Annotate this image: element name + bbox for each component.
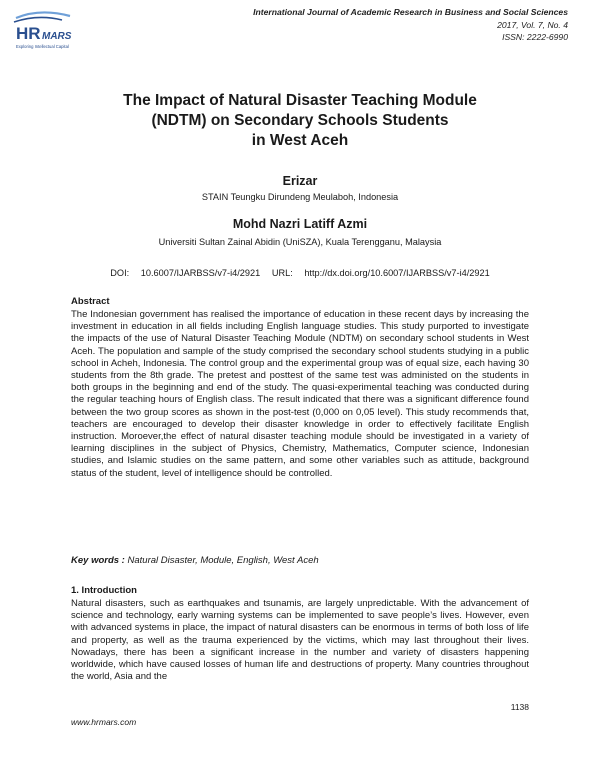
doi-value[interactable]: 10.6007/IJARBSS/v7-i4/2921 [140, 268, 261, 278]
footer-website[interactable]: www.hrmars.com [71, 717, 137, 727]
doi-line [0, 268, 600, 278]
keywords-text: Natural Disaster, Module, English, West Aceh [127, 555, 319, 566]
keywords-label: Key words : [71, 555, 125, 566]
abstract-heading: Abstract [71, 296, 110, 307]
abstract-text: The Indonesian government has realised the importance of education in these recent days by increasing the investment in education in all fields including English language studies. This study purported to investigate the impacts of the use of Natural Disaster Teaching Module (NDTM) on secondary school students in West Aceh. The population and sample of the study comprised the secondary school students studying in a public school in Acheh, Indonesia. The control group and the experimental group was of equal size, each having 30 students from the 8th grade. The pretest and posttest of the same test was administed on the students in both groups in the beginning and end of the study. The quasi-experimental teaching was conducted during the regular teaching hours of English class. The result indicated that there was a significant difference found between the two group scores as shown in the post-test (0,000 on 0,05 level). This study recommends that, teachers are encouraged to develop their disaster knowledge in order to effectively facilitate English instruction. Moroever,the effect of natural disaster teaching module should be investigated in a variety of learning disciplines in the subject of Physics, Chemistry, Mathematics, Computer science, Indonesian studies, and Islamic studies on the same pattern, and some other variables such as attitude, background status of the student, level of intelligence should be controlled. [71, 309, 529, 479]
journal-name: International Journal of Academic Research in Business and Social Sciences [253, 7, 568, 17]
title-line-2: (NDTM) on Secondary Schools Students [151, 112, 449, 129]
author-affiliation: STAIN Teungku Dirundeng Meulaboh, Indonesia [201, 192, 399, 202]
doi-label: DOI: [110, 268, 130, 278]
url-label: URL: [271, 268, 293, 278]
logo-tagline: Exploring Intellectual Capital [16, 44, 69, 49]
page-number: 1138 [510, 702, 529, 712]
introduction-heading: 1. Introduction [71, 585, 137, 596]
introduction-text: Natural disasters, such as earthquakes and tsunamis, are largely unpredictable. With the advancement of science and technology, early warning systems can be implemented to save people’s lives. However, even with advanced systems in place, the impact of natural disasters can be enormous in terms of both loss of life and property, as well as the trauma experienced by the victims, which may last throughout their lives. Nowadays, there has been a significant increase in the number and variety of disasters happening worldwide, which have caused losses of human life and destructions of property. Many countries throughout the world, Asia and the [71, 598, 529, 683]
title-line-3: in West Aceh [251, 132, 349, 149]
author-name: Mohd Nazri Latiff Azmi [232, 217, 368, 231]
keywords [71, 555, 319, 566]
journal-issn: ISSN: 2222-6990 [502, 32, 568, 42]
paper-title [40, 91, 560, 151]
logo-brand-main: HR [16, 24, 41, 43]
journal-volume: 2017, Vol. 7, No. 4 [497, 19, 568, 30]
author-affiliation: Universiti Sultan Zainal Abidin (UniSZA), Kuala Terengganu, Malaysia [158, 237, 442, 247]
title-line-1: The Impact of Natural Disaster Teaching Module [123, 92, 477, 109]
logo-brand-sub: MARS [42, 31, 72, 42]
url-link[interactable]: http://dx.doi.org/10.6007/IJARBSS/v7-i4/2921 [304, 268, 490, 278]
journal-header [253, 6, 568, 44]
hrmars-logo [10, 10, 100, 52]
author-name: Erizar [282, 174, 318, 188]
